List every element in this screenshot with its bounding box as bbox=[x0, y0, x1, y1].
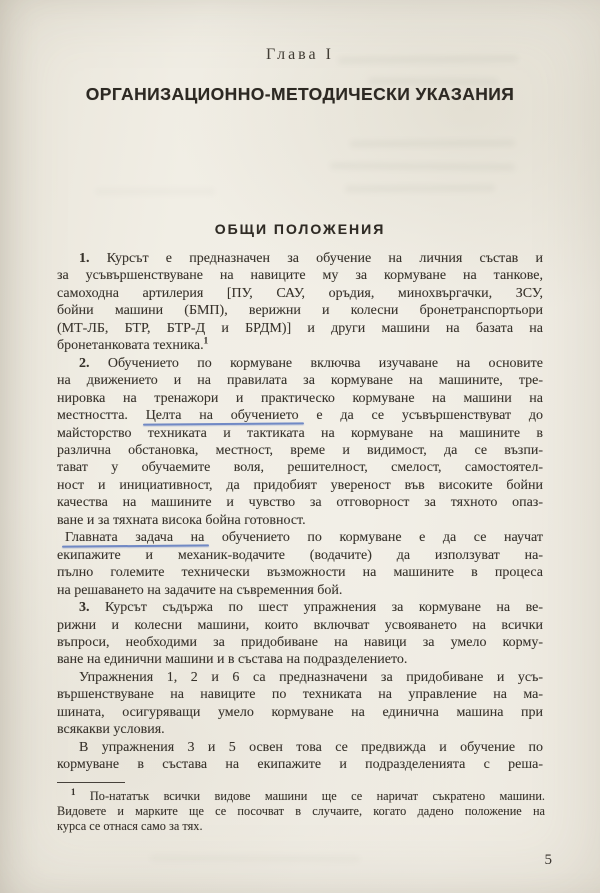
text-line bbox=[57, 425, 543, 442]
text-run: шината, осигуряващи умело кормуване на единична машина при bbox=[57, 704, 543, 720]
paragraph bbox=[57, 669, 543, 739]
text-run: екипажите и механик-водачите (водачите) да използуват на- bbox=[57, 547, 543, 563]
text-line bbox=[57, 390, 543, 407]
footnote bbox=[57, 786, 545, 834]
text-run: различна обстановка, местност, време и видимост, да се възпи- bbox=[57, 442, 543, 458]
pen-underlined-phrase: Главната задача на bbox=[65, 530, 205, 546]
text-run: курса се отнася само за тях. bbox=[57, 818, 203, 833]
text-run: ване и за тяхната висока бойна готовност. bbox=[57, 512, 306, 528]
text-line bbox=[57, 786, 545, 804]
show-through-artifact bbox=[150, 854, 360, 862]
paragraph bbox=[57, 355, 543, 530]
text-line bbox=[57, 819, 545, 834]
text-line bbox=[57, 512, 543, 529]
text-line bbox=[57, 302, 543, 319]
text-line bbox=[57, 442, 543, 459]
text-line bbox=[57, 529, 543, 546]
text-line bbox=[57, 494, 543, 511]
text-line bbox=[57, 320, 543, 337]
text-run: качества на машините и чувство за отговорност за тяхното опаз- bbox=[57, 495, 543, 511]
text-run: майсторство техниката и тактиката на кормуване на машините в bbox=[57, 425, 543, 441]
paragraph bbox=[57, 739, 543, 774]
footnote-ref: 1 bbox=[203, 335, 209, 346]
text-run: рижни и колесни машини, които включват усвояването на всички bbox=[57, 617, 543, 633]
text-line bbox=[57, 459, 543, 476]
pen-underlined-phrase: Целта на обучението bbox=[145, 408, 299, 424]
body-text bbox=[57, 250, 543, 774]
paragraph bbox=[57, 250, 543, 355]
text-run: бронетанковата техника. bbox=[57, 338, 204, 354]
text-line bbox=[57, 547, 543, 564]
text-line bbox=[57, 686, 543, 703]
text-run: обучението по кормуване е да се научат bbox=[204, 530, 543, 546]
text-line bbox=[57, 355, 543, 372]
text-line bbox=[57, 285, 543, 302]
show-through-artifact bbox=[345, 184, 495, 192]
text-line bbox=[57, 407, 543, 424]
text-run: всякакви условия. bbox=[57, 722, 165, 738]
text-run: на движението и на правилата за кормуване на машините, тре- bbox=[57, 373, 543, 389]
text-run: По-нататък всички видове машини ще се наричат съкратено машини. bbox=[75, 788, 545, 803]
text-run: Курсът съдържа по шест упражнения за кормуване на ве- bbox=[104, 600, 543, 616]
text-run: въпроси, необходими за придобиване на навици за умело корму- bbox=[57, 634, 543, 650]
text-line bbox=[57, 634, 543, 651]
show-through-artifact bbox=[350, 140, 515, 148]
text-run: нировка на тренажори и практическо кормуване на машини на bbox=[57, 390, 543, 406]
text-run: ване на единични машини и в състава на подразделението. bbox=[57, 652, 408, 668]
text-run: Курсът е предназначен за обучение на личния състав и bbox=[106, 251, 543, 266]
text-line bbox=[57, 756, 543, 773]
text-run: ност и инициативност, да придобият увереност във високите бойни bbox=[57, 477, 543, 493]
text-line bbox=[57, 669, 543, 686]
text-run: Упражнения 1, 2 и 6 са предназначени за придобиване и усъ- bbox=[79, 669, 543, 685]
text-run: В упражнения 3 и 5 освен това се предвижда и обучение по bbox=[79, 739, 543, 755]
text-run: (МТ-ЛБ, БТР, БТР-Д и БРДМ)] и други машини на базата на bbox=[57, 320, 543, 336]
text-run: самоходна артилерия [ПУ, САУ, оръдия, минохвъргачки, ЗСУ, bbox=[57, 285, 543, 301]
text-line bbox=[57, 804, 545, 819]
text-line bbox=[57, 372, 543, 389]
section-heading: ОБЩИ ПОЛОЖЕНИЯ bbox=[214, 221, 386, 237]
text-run: Обучението по кормуване включва изучаване на основите bbox=[107, 355, 543, 371]
text-line bbox=[57, 477, 543, 494]
text-line bbox=[57, 582, 543, 599]
paragraph bbox=[57, 599, 543, 669]
text-run: 3. bbox=[79, 600, 105, 616]
text-run: кормуване в състава на екипажите и подразделенията с реша- bbox=[57, 757, 543, 773]
text-run: Видовете и марките ще се посочват в случаите, когато дадено положение на bbox=[57, 803, 545, 818]
text-line bbox=[57, 564, 543, 581]
text-run: за усъвършенствуване на навиците му за кормуване на танкове, bbox=[57, 268, 543, 284]
text-run: на решаването на задачите на съвременния бой. bbox=[57, 582, 343, 598]
text-line bbox=[57, 617, 543, 634]
text-run: 2. bbox=[79, 355, 108, 371]
text-line bbox=[57, 651, 543, 668]
text-run: 1. bbox=[79, 251, 107, 266]
page-title: ОРГАНИЗАЦИОННО-МЕТОДИЧЕСКИ УКАЗАНИЯ bbox=[85, 84, 515, 104]
text-run: тават у обучаемите воля, решителност, смелост, самостоятел- bbox=[57, 460, 543, 476]
text-line bbox=[57, 704, 543, 721]
text-run: бойни машини (БМП), верижни и колесни бронетранспортьори bbox=[57, 303, 543, 319]
paragraph bbox=[57, 529, 543, 599]
text-run: пълно големите технически възможности на машините в процеса bbox=[57, 565, 543, 581]
page-number: 5 bbox=[544, 852, 552, 868]
text-line bbox=[57, 337, 543, 354]
text-run: местността. bbox=[57, 408, 146, 424]
footnote-ref: 1 bbox=[71, 786, 76, 797]
text-line bbox=[57, 599, 543, 616]
text-line bbox=[57, 739, 543, 756]
text-line bbox=[57, 721, 543, 738]
chapter-label: Глава I bbox=[266, 46, 334, 63]
show-through-artifact bbox=[330, 162, 515, 171]
footnote-rule bbox=[57, 782, 125, 783]
text-line bbox=[57, 267, 543, 284]
text-line bbox=[57, 250, 543, 267]
show-through-artifact bbox=[95, 188, 215, 195]
text-run: вършенствуване на навиците по техниката на управление на ма- bbox=[57, 687, 543, 703]
text-run: е да се усъвършенствуват до bbox=[298, 408, 543, 424]
